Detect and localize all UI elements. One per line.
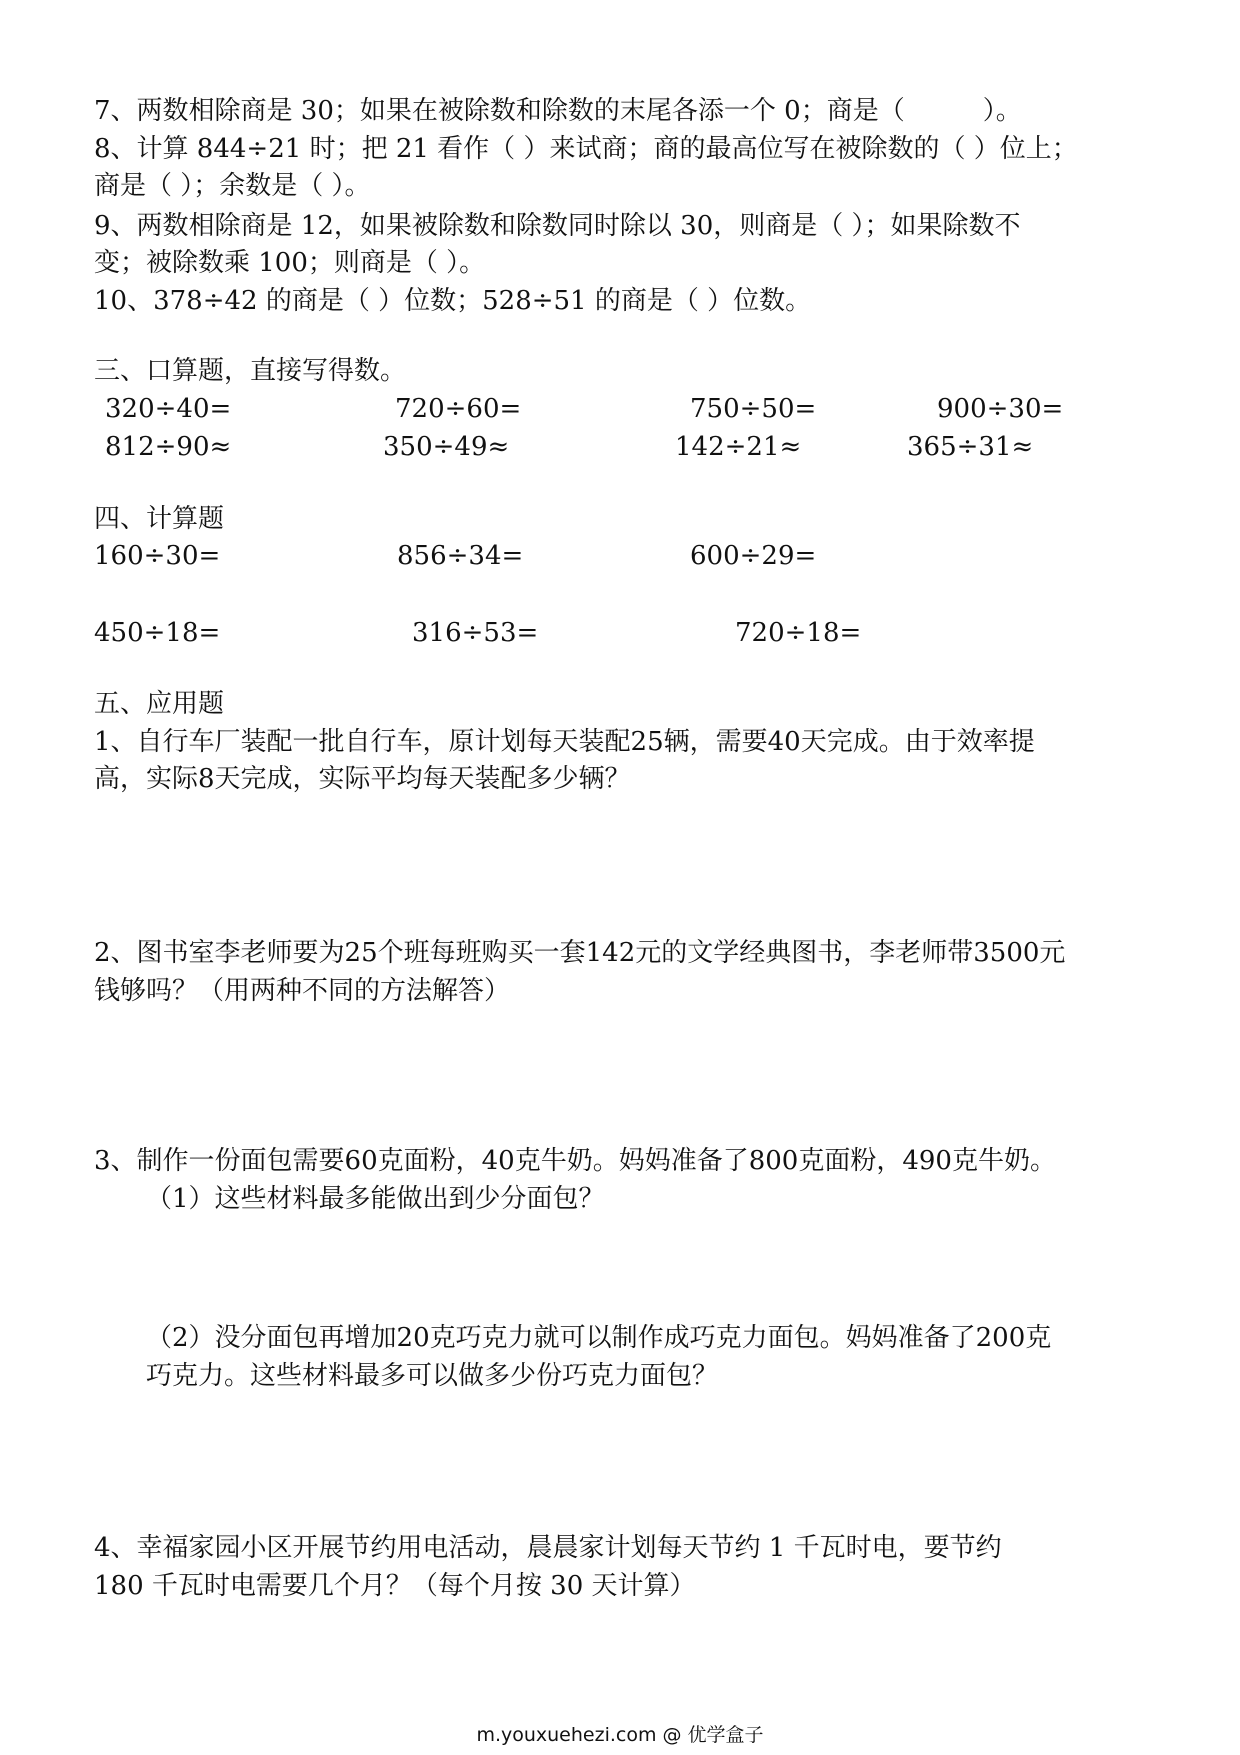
calc-item: 450÷18=	[94, 618, 221, 648]
oral-calc-item: 720÷60=	[395, 394, 522, 424]
oral-calc-item: 812÷90≈	[105, 432, 232, 462]
oral-calc-item: 142÷21≈	[675, 432, 802, 462]
word-problem-1-line-2: 高，实际8天完成，实际平均每天装配多少辆？	[94, 764, 631, 794]
oral-calc-item: 350÷49≈	[383, 432, 510, 462]
section-4-title: 四、计算题	[94, 504, 225, 534]
question-7: 7、两数相除商是 30；如果在被除数和除数的末尾各添一个 0；商是（ ）。	[94, 96, 1022, 126]
word-problem-4-line-2: 180 千瓦时电需要几个月？（每个月按 30 天计算）	[94, 1571, 696, 1601]
question-8-line-1: 8、计算 844÷21 时；把 21 看作（ ）来试商；商的最高位写在被除数的（ ）位上；	[94, 134, 1078, 164]
word-problem-2-line-2: 钱够吗？（用两种不同的方法解答）	[94, 976, 511, 1006]
question-10: 10、378÷42 的商是（ ）位数；528÷51 的商是（ ）位数。	[94, 286, 812, 316]
calc-item: 316÷53=	[412, 618, 539, 648]
word-problem-1-line-1: 1、自行车厂装配一批自行车，原计划每天装配25辆，需要40天完成。由于效率提	[94, 727, 1035, 757]
calc-item: 856÷34=	[397, 541, 524, 571]
word-problem-3: 3、制作一份面包需要60克面粉，40克牛奶。妈妈准备了800克面粉，490克牛奶。	[94, 1146, 1056, 1176]
footer-watermark: m.youxuehezi.com @ 优学盒子	[476, 1724, 764, 1746]
oral-calc-item: 900÷30=	[937, 394, 1064, 424]
calc-item: 720÷18=	[735, 618, 862, 648]
word-problem-3-part-2-line-1: （2）没分面包再增加20克巧克力就可以制作成巧克力面包。妈妈准备了200克	[146, 1323, 1052, 1353]
oral-calc-item: 750÷50=	[690, 394, 817, 424]
section-5-title: 五、应用题	[94, 689, 225, 719]
section-3-title: 三、口算题，直接写得数。	[94, 356, 407, 386]
question-8-line-2: 商是（ ）；余数是（ ）。	[94, 171, 371, 201]
oral-calc-item: 365÷31≈	[907, 432, 1034, 462]
word-problem-2-line-1: 2、图书室李老师要为25个班每班购买一套142元的文学经典图书，李老师带3500元	[94, 938, 1066, 968]
word-problem-3-part-2-line-2: 巧克力。这些材料最多可以做多少份巧克力面包？	[146, 1361, 719, 1391]
question-9-line-2: 变；被除数乘 100；则商是（ ）。	[94, 248, 486, 278]
oral-calc-item: 320÷40=	[105, 394, 232, 424]
calc-item: 160÷30=	[94, 541, 221, 571]
word-problem-3-part-1: （1）这些材料最多能做出到少分面包？	[146, 1184, 605, 1214]
word-problem-4-line-1: 4、幸福家园小区开展节约用电活动，晨晨家计划每天节约 1 千瓦时电，要节约	[94, 1533, 1002, 1563]
question-9-line-1: 9、两数相除商是 12，如果被除数和除数同时除以 30，则商是（ ）；如果除数不	[94, 211, 1021, 241]
calc-item: 600÷29=	[690, 541, 817, 571]
